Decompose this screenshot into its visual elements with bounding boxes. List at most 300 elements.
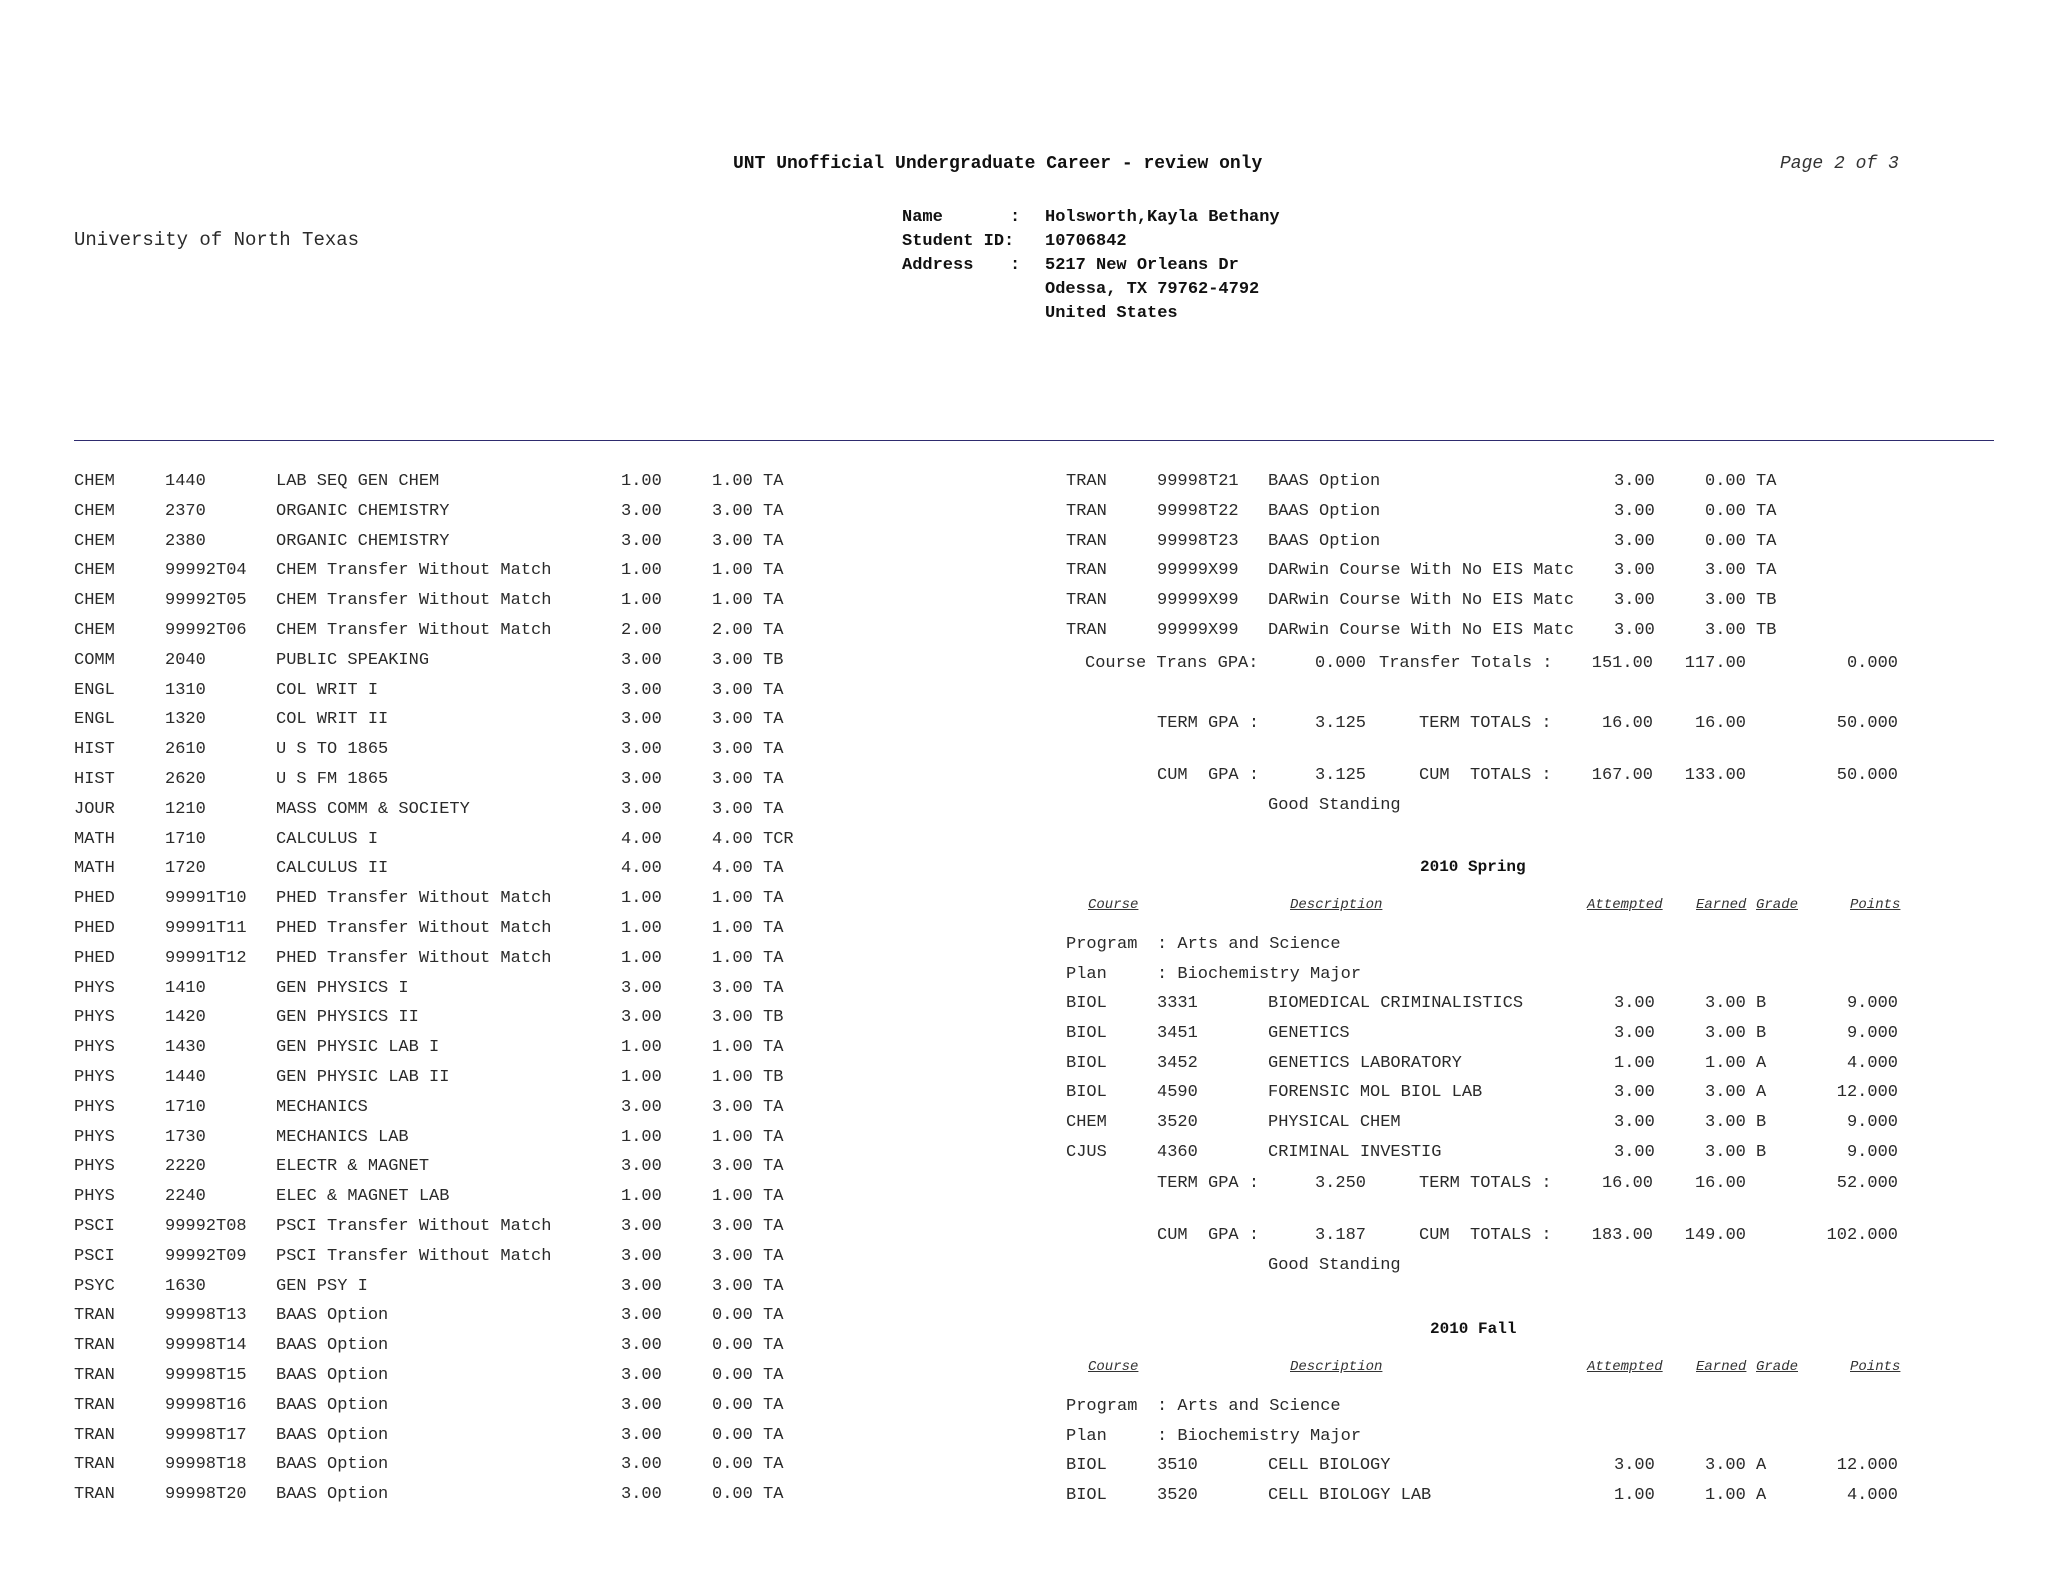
course-description: BAAS Option	[276, 1306, 389, 1326]
name-colon: :	[1010, 208, 1021, 227]
cum-points: 50.000	[1836, 766, 1898, 785]
course-row	[0, 1082, 2048, 1104]
credits-attempted: 1.00	[621, 948, 662, 968]
course-subject: PSCI	[74, 1246, 115, 1266]
course-number: 1710	[165, 829, 206, 849]
course-description: GENETICS	[1268, 1023, 1350, 1043]
course-description: FORENSIC MOL BIOL LAB	[1268, 1083, 1483, 1103]
col-earned: Earned	[1696, 1359, 1747, 1375]
credits-attempted: 3.00	[621, 1157, 662, 1177]
credits-earned-grade: 3.00 TA	[712, 531, 784, 551]
credits-earned-grade: 3.00 TA	[712, 1157, 784, 1177]
course-row	[0, 948, 1000, 970]
course-subject: BIOL	[1066, 1083, 1107, 1103]
credits-attempted: 4.00	[621, 829, 662, 849]
credits-attempted: 3.00	[1614, 472, 1655, 491]
course-subject: HIST	[74, 770, 115, 789]
credits-attempted: 1.00	[621, 1187, 662, 1207]
course-row	[0, 1425, 1000, 1447]
credits-earned-grade: 3.00 B	[1705, 1143, 1767, 1162]
course-row	[0, 1485, 2048, 1507]
credits-attempted: 2.00	[621, 621, 662, 640]
cum-gpa: 3.125	[1314, 766, 1366, 785]
plan-label: Plan	[1066, 1427, 1107, 1446]
credits-earned-grade: 3.00 TA	[712, 770, 784, 789]
course-description: MECHANICS LAB	[276, 1127, 409, 1147]
credits-earned-grade: 1.00 TB	[712, 1068, 784, 1087]
credits-attempted: 3.00	[621, 1336, 662, 1356]
course-row	[0, 1216, 1000, 1238]
course-number: 2240	[165, 1187, 206, 1207]
transfer-attempted: 151.00	[1591, 654, 1653, 673]
col-description: Description	[1290, 1359, 1383, 1375]
col-grade: Grade	[1756, 897, 1799, 913]
course-description: DARwin Course With No EIS Matc	[1268, 621, 1575, 640]
course-subject: PHED	[74, 889, 115, 909]
credits-earned-grade: 0.00 TA	[712, 1485, 784, 1505]
col-description: Description	[1290, 897, 1383, 913]
course-description: PHYSICAL CHEM	[1268, 1113, 1401, 1133]
course-description: DARwin Course With No EIS Matc	[1268, 561, 1575, 581]
course-number: 3452	[1157, 1053, 1198, 1073]
col-attempted: Attempted	[1587, 897, 1663, 913]
cum-gpa-label: CUM GPA :	[1157, 766, 1260, 785]
plan-label: Plan	[1066, 965, 1107, 984]
course-subject: PHYS	[74, 1068, 115, 1087]
cum-earned: 133.00	[1684, 766, 1746, 785]
course-subject: BIOL	[1066, 1053, 1107, 1073]
course-subject: TRAN	[74, 1395, 115, 1415]
credits-earned-grade: 0.00 TA	[712, 1395, 784, 1415]
course-number: 3451	[1157, 1023, 1198, 1043]
program-value: : Arts and Science	[1157, 935, 1341, 954]
course-description: CELL BIOLOGY LAB	[1268, 1485, 1432, 1505]
course-number: 2370	[165, 501, 206, 521]
address-line3: United States	[1045, 304, 1178, 323]
course-number: 1430	[165, 1038, 206, 1058]
course-number: 99998T18	[165, 1455, 247, 1475]
credits-attempted: 1.00	[621, 1127, 662, 1147]
course-row	[0, 1276, 1000, 1298]
course-subject: CHEM	[74, 621, 115, 640]
course-number: 4360	[1157, 1143, 1198, 1162]
course-description: ELEC & MAGNET LAB	[276, 1187, 450, 1207]
credits-attempted: 4.00	[621, 859, 662, 879]
credits-earned-grade: 0.00 TA	[712, 1336, 784, 1356]
course-number: 99998T20	[165, 1485, 247, 1505]
credits-attempted: 1.00	[621, 889, 662, 909]
university-name: University of North Texas	[74, 229, 360, 251]
credits-attempted: 3.00	[1614, 591, 1655, 611]
credits-earned-grade: 3.00 TB	[1705, 621, 1777, 640]
course-number: 1320	[165, 710, 206, 730]
course-number: 99998T17	[165, 1425, 247, 1445]
course-subject: CHEM	[1066, 1113, 1107, 1133]
course-description: GEN PHYSIC LAB I	[276, 1038, 440, 1058]
credits-earned-grade: 3.00 B	[1705, 1113, 1767, 1133]
course-description: COL WRIT II	[276, 710, 389, 730]
credits-attempted: 1.00	[1614, 1485, 1655, 1505]
course-subject: CHEM	[74, 561, 115, 581]
credits-attempted: 3.00	[621, 1008, 662, 1028]
course-subject: TRAN	[1066, 501, 1107, 521]
course-subject: CHEM	[74, 531, 115, 551]
grade-points: 12.000	[1836, 1456, 1898, 1475]
course-subject: PHYS	[74, 1097, 115, 1117]
col-earned: Earned	[1696, 897, 1747, 913]
course-row	[0, 1053, 2048, 1075]
course-description: PHED Transfer Without Match	[276, 919, 552, 938]
course-subject: TRAN	[74, 1306, 115, 1326]
credits-earned-grade: 3.00 TA	[712, 1097, 784, 1117]
course-row	[0, 1246, 1000, 1268]
course-row	[0, 1305, 1000, 1327]
course-description: BAAS Option	[276, 1485, 389, 1505]
course-description: GEN PSY I	[276, 1276, 368, 1296]
col-course: Course	[1088, 897, 1139, 913]
course-number: 99991T12	[165, 948, 247, 968]
credits-attempted: 3.00	[621, 501, 662, 521]
credits-earned-grade: 1.00 TA	[712, 919, 784, 938]
transfer-points: 0.000	[1846, 654, 1898, 673]
credits-attempted: 3.00	[621, 740, 662, 760]
credits-attempted: 3.00	[621, 1276, 662, 1296]
credits-earned-grade: 0.00 TA	[712, 1366, 784, 1385]
course-row	[0, 799, 1000, 821]
grade-points: 12.000	[1836, 1083, 1898, 1103]
course-subject: BIOL	[1066, 1023, 1107, 1043]
course-description: MASS COMM & SOCIETY	[276, 799, 470, 819]
course-description: BAAS Option	[1268, 501, 1381, 521]
course-subject: TRAN	[74, 1336, 115, 1356]
credits-attempted: 1.00	[621, 472, 662, 491]
course-description: CHEM Transfer Without Match	[276, 561, 552, 581]
credits-earned-grade: 3.00 B	[1705, 994, 1767, 1013]
credits-earned-grade: 3.00 TA	[1705, 561, 1777, 581]
course-number: 99992T04	[165, 561, 247, 581]
course-number: 2620	[165, 770, 206, 789]
course-number: 99998T21	[1157, 472, 1239, 491]
course-description: ELECTR & MAGNET	[276, 1157, 430, 1177]
credits-earned-grade: 0.00 TA	[1705, 472, 1777, 491]
course-description: BAAS Option	[276, 1336, 389, 1356]
course-row	[0, 680, 1000, 702]
course-description: U S FM 1865	[276, 770, 389, 789]
course-description: CHEM Transfer Without Match	[276, 621, 552, 640]
course-subject: TRAN	[1066, 561, 1107, 581]
credits-earned-grade: 3.00 A	[1705, 1083, 1767, 1103]
course-row	[0, 918, 1000, 940]
credits-earned-grade: 1.00 TA	[712, 591, 784, 611]
course-subject: PHYS	[74, 1157, 115, 1177]
course-number: 99992T08	[165, 1217, 247, 1236]
course-trans-gpa: 0.000	[1314, 654, 1366, 673]
credits-attempted: 1.00	[621, 1038, 662, 1058]
course-number: 99998T14	[165, 1336, 247, 1356]
credits-earned-grade: 3.00 TB	[712, 650, 784, 670]
course-subject: BIOL	[1066, 1456, 1107, 1475]
program-label: Program	[1066, 1397, 1138, 1416]
course-row	[0, 1023, 2048, 1045]
col-attempted: Attempted	[1587, 1359, 1663, 1375]
course-subject: COMM	[74, 650, 115, 670]
course-description: BAAS Option	[276, 1425, 389, 1445]
course-number: 3331	[1157, 994, 1198, 1013]
program-label: Program	[1066, 935, 1138, 954]
course-number: 1720	[165, 859, 206, 879]
grade-points: 9.000	[1846, 994, 1898, 1013]
credits-earned-grade: 0.00 TA	[712, 1455, 784, 1475]
academic-standing: Good Standing	[1268, 796, 1401, 815]
col-grade: Grade	[1756, 1359, 1799, 1375]
course-number: 2610	[165, 740, 206, 760]
academic-standing: Good Standing	[1268, 1256, 1401, 1275]
course-description: PHED Transfer Without Match	[276, 948, 552, 968]
course-number: 99992T09	[165, 1246, 247, 1266]
course-subject: PSCI	[74, 1217, 115, 1236]
term-earned: 16.00	[1694, 1174, 1746, 1193]
course-number: 99999X99	[1157, 591, 1239, 611]
term-totals-label: TERM TOTALS :	[1419, 714, 1552, 733]
program-value: : Arts and Science	[1157, 1397, 1341, 1416]
credits-attempted: 3.00	[621, 1485, 662, 1505]
term-gpa-label: TERM GPA :	[1157, 1174, 1260, 1193]
grade-points: 4.000	[1846, 1485, 1898, 1505]
course-description: BAAS Option	[276, 1395, 389, 1415]
credits-attempted: 3.00	[1614, 1143, 1655, 1162]
term-points: 52.000	[1836, 1174, 1898, 1193]
cum-attempted: 167.00	[1591, 766, 1653, 785]
credits-earned-grade: 3.00 TA	[712, 1276, 784, 1296]
plan-value: : Biochemistry Major	[1157, 1427, 1362, 1446]
credits-earned-grade: 4.00 TA	[712, 859, 784, 879]
course-number: 1210	[165, 799, 206, 819]
course-subject: PHYS	[74, 1038, 115, 1058]
course-row	[0, 620, 2048, 642]
credits-attempted: 3.00	[621, 1246, 662, 1266]
course-trans-gpa-label: Course Trans GPA:	[1085, 654, 1259, 673]
course-number: 99991T11	[165, 919, 247, 938]
course-row	[0, 471, 2048, 493]
course-description: PSCI Transfer Without Match	[276, 1217, 552, 1236]
course-row	[0, 590, 2048, 612]
course-row	[0, 1365, 1000, 1387]
course-row	[0, 650, 1000, 672]
credits-attempted: 3.00	[1614, 561, 1655, 581]
course-subject: PHYS	[74, 978, 115, 998]
credits-earned-grade: 1.00 A	[1705, 1485, 1767, 1505]
course-number: 99991T10	[165, 889, 247, 909]
course-number: 99998T22	[1157, 501, 1239, 521]
course-number: 99999X99	[1157, 621, 1239, 640]
name-label: Name	[902, 208, 943, 227]
term-title: 2010 Spring	[1420, 858, 1526, 876]
student-id-label: Student ID:	[902, 232, 1015, 251]
transfer-totals-label: Transfer Totals :	[1379, 654, 1553, 673]
course-description: COL WRIT I	[276, 680, 379, 700]
course-row	[0, 888, 1000, 910]
course-row	[0, 1455, 2048, 1477]
course-number: 3510	[1157, 1456, 1198, 1475]
grade-points: 4.000	[1846, 1053, 1898, 1073]
course-description: GEN PHYSICS I	[276, 978, 409, 998]
credits-attempted: 1.00	[621, 561, 662, 581]
term-gpa: 3.125	[1314, 714, 1366, 733]
course-subject: TRAN	[74, 1425, 115, 1445]
course-row	[0, 829, 1000, 851]
course-description: CALCULUS I	[276, 829, 379, 849]
course-description: LAB SEQ GEN CHEM	[276, 472, 440, 491]
credits-attempted: 3.00	[621, 1455, 662, 1475]
grade-points: 9.000	[1846, 1113, 1898, 1133]
cum-totals-label: CUM TOTALS :	[1419, 766, 1552, 785]
course-subject: TRAN	[1066, 591, 1107, 611]
credits-earned-grade: 3.00 TA	[712, 1217, 784, 1236]
credits-attempted: 3.00	[621, 1395, 662, 1415]
course-subject: TRAN	[74, 1455, 115, 1475]
course-subject: PHED	[74, 948, 115, 968]
course-subject: CHEM	[74, 591, 115, 611]
credits-attempted: 3.00	[1614, 1023, 1655, 1043]
course-subject: CHEM	[74, 472, 115, 491]
course-description: PSCI Transfer Without Match	[276, 1246, 552, 1266]
credits-attempted: 3.00	[1614, 994, 1655, 1013]
credits-attempted: 3.00	[621, 1097, 662, 1117]
grade-points: 9.000	[1846, 1143, 1898, 1162]
credits-earned-grade: 1.00 TA	[712, 1127, 784, 1147]
course-row	[0, 739, 1000, 761]
page-number: Page 2 of 3	[1780, 154, 1899, 174]
credits-earned-grade: 3.00 A	[1705, 1456, 1767, 1475]
credits-earned-grade: 4.00 TCR	[712, 829, 794, 849]
course-subject: MATH	[74, 859, 115, 879]
course-row	[0, 531, 2048, 553]
course-number: 3520	[1157, 1113, 1198, 1133]
course-description: ORGANIC CHEMISTRY	[276, 501, 450, 521]
course-description: PHED Transfer Without Match	[276, 889, 552, 909]
credits-earned-grade: 3.00 TB	[712, 1008, 784, 1028]
course-description: GEN PHYSICS II	[276, 1008, 419, 1028]
course-number: 2380	[165, 531, 206, 551]
course-subject: BIOL	[1066, 1485, 1107, 1505]
course-subject: CJUS	[1066, 1143, 1107, 1162]
credits-earned-grade: 2.00 TA	[712, 621, 784, 640]
credits-attempted: 1.00	[621, 591, 662, 611]
term-attempted: 16.00	[1601, 1174, 1653, 1193]
credits-attempted: 1.00	[621, 919, 662, 938]
address-colon: :	[1010, 256, 1021, 275]
credits-earned-grade: 1.00 TA	[712, 561, 784, 581]
term-totals-label: TERM TOTALS :	[1419, 1174, 1552, 1193]
credits-earned-grade: 3.00 TA	[712, 710, 784, 730]
course-subject: HIST	[74, 740, 115, 760]
credits-earned-grade: 1.00 TA	[712, 948, 784, 968]
credits-attempted: 3.00	[621, 770, 662, 789]
credits-earned-grade: 1.00 TA	[712, 472, 784, 491]
transfer-earned: 117.00	[1684, 654, 1746, 673]
cum-gpa-label: CUM GPA :	[1157, 1226, 1260, 1245]
credits-earned-grade: 3.00 B	[1705, 1023, 1767, 1043]
term-gpa-label: TERM GPA :	[1157, 714, 1260, 733]
course-subject: TRAN	[1066, 621, 1107, 640]
credits-attempted: 1.00	[621, 1068, 662, 1087]
term-gpa: 3.250	[1314, 1174, 1366, 1193]
course-subject: ENGL	[74, 680, 115, 700]
course-description: CALCULUS II	[276, 859, 389, 879]
course-subject: CHEM	[74, 501, 115, 521]
course-number: 1440	[165, 472, 206, 491]
term-points: 50.000	[1836, 714, 1898, 733]
course-subject: PHYS	[74, 1008, 115, 1028]
course-number: 99998T16	[165, 1395, 247, 1415]
credits-earned-grade: 1.00 TA	[712, 889, 784, 909]
cum-totals-label: CUM TOTALS :	[1419, 1226, 1552, 1245]
course-row	[0, 501, 2048, 523]
course-number: 2220	[165, 1157, 206, 1177]
course-number: 4590	[1157, 1083, 1198, 1103]
cum-attempted: 183.00	[1591, 1226, 1653, 1245]
credits-attempted: 3.00	[1614, 621, 1655, 640]
course-number: 1630	[165, 1276, 206, 1296]
credits-attempted: 3.00	[621, 799, 662, 819]
course-description: BAAS Option	[276, 1366, 389, 1385]
course-row	[0, 560, 2048, 582]
course-row	[0, 993, 2048, 1015]
credits-earned-grade: 1.00 TA	[712, 1038, 784, 1058]
col-points: Points	[1850, 897, 1901, 913]
student-id-value: 10706842	[1045, 232, 1127, 251]
plan-value: : Biochemistry Major	[1157, 965, 1362, 984]
credits-earned-grade: 0.00 TA	[712, 1306, 784, 1326]
credits-attempted: 3.00	[1614, 1083, 1655, 1103]
credits-attempted: 3.00	[621, 710, 662, 730]
course-number: 2040	[165, 650, 206, 670]
term-earned: 16.00	[1694, 714, 1746, 733]
course-subject: PHYS	[74, 1187, 115, 1207]
course-number: 99992T06	[165, 621, 247, 640]
credits-attempted: 3.00	[1614, 531, 1655, 551]
name-value: Holsworth,Kayla Bethany	[1045, 208, 1280, 227]
course-row	[0, 1142, 2048, 1164]
course-subject: TRAN	[1066, 472, 1107, 491]
credits-attempted: 3.00	[621, 680, 662, 700]
course-description: BAAS Option	[1268, 472, 1381, 491]
course-description: U S TO 1865	[276, 740, 389, 760]
course-description: MECHANICS	[276, 1097, 368, 1117]
cum-earned: 149.00	[1684, 1226, 1746, 1245]
credits-earned-grade: 3.00 TA	[712, 501, 784, 521]
term-attempted: 16.00	[1601, 714, 1653, 733]
credits-earned-grade: 1.00 A	[1705, 1053, 1767, 1073]
course-subject: MATH	[74, 829, 115, 849]
course-number: 1440	[165, 1068, 206, 1087]
course-number: 1420	[165, 1008, 206, 1028]
credits-attempted: 3.00	[621, 978, 662, 998]
course-description: CRIMINAL INVESTIG	[1268, 1143, 1442, 1162]
course-subject: PSYC	[74, 1276, 115, 1296]
course-subject: PHED	[74, 919, 115, 938]
course-row	[0, 709, 1000, 731]
course-description: ORGANIC CHEMISTRY	[276, 531, 450, 551]
course-row	[0, 769, 1000, 791]
credits-attempted: 3.00	[621, 650, 662, 670]
course-row	[0, 1112, 2048, 1134]
term-title: 2010 Fall	[1430, 1320, 1517, 1338]
credits-earned-grade: 3.00 TA	[712, 680, 784, 700]
course-number: 1710	[165, 1097, 206, 1117]
credits-attempted: 1.00	[1614, 1053, 1655, 1073]
credits-attempted: 3.00	[621, 1217, 662, 1236]
